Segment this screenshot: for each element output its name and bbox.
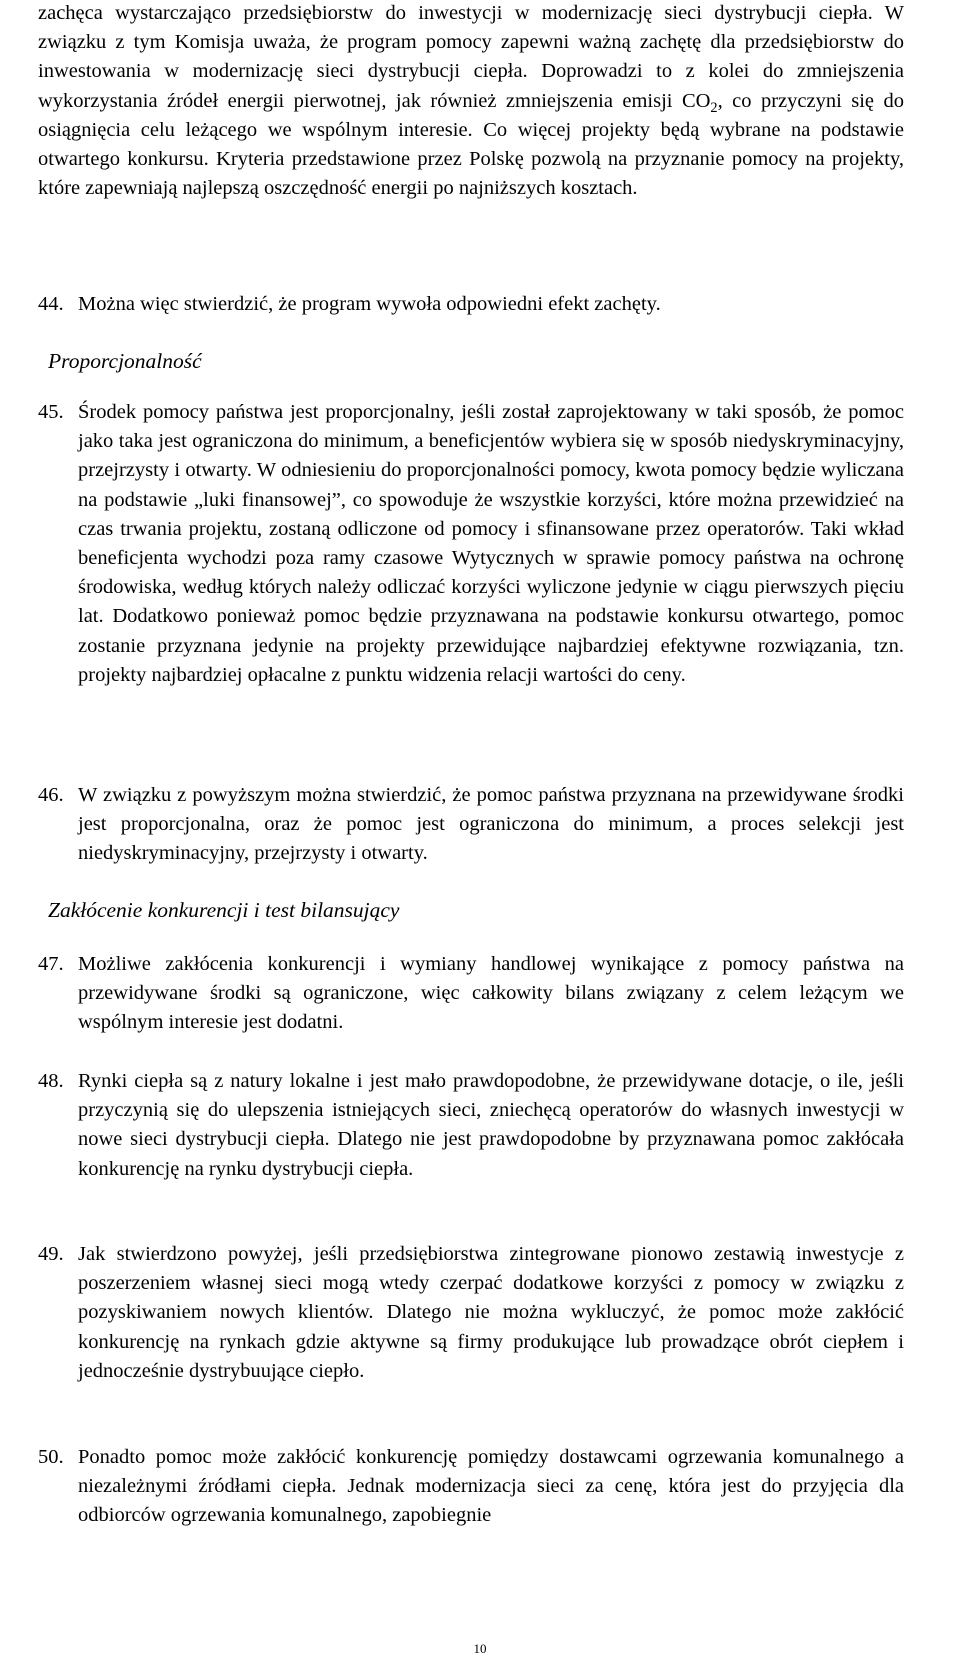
paragraph-text: Jak stwierdzono powyżej, jeśli przedsiębiorstwa zintegrowane pionowo zestawią inwestycje z poszerzeniem własnej sieci mogą wtedy czerpać dodatkowe korzyści z pomocy w związku z pozyskiwaniem nowych klientów. Dlatego nie można wykluczyć, że pomoc może zakłócić konkurencję na rynkach gdzie aktywne są firmy produkujące lub prowadzące obrót ciepłem i jednocześnie dystrybuujące ciepło. [78, 1243, 904, 1382]
paragraph-number: 49. [38, 1243, 64, 1265]
paragraph-50 [38, 1443, 904, 1531]
paragraph-45 [38, 398, 904, 690]
paragraph-text: Można więc stwierdzić, że program wywoła odpowiedni efekt zachęty. [78, 293, 661, 315]
paragraph-text: Rynki ciepła są z natury lokalne i jest mało prawdopodobne, że przewidywane dotacje, o ile, jeśli przyczynią się do ulepszenia istniejących sieci, zniechęcą operatorów do własnych inwestycji w nowe sieci dystrybucji ciepła. Dlatego nie jest prawdopodobne by przyznawana pomoc zakłócała konkurencję na rynku dystrybucji ciepła. [78, 1070, 904, 1180]
paragraph-46 [38, 781, 904, 869]
paragraph-number: 48. [38, 1070, 64, 1092]
paragraph-text: Możliwe zakłócenia konkurencji i wymiany handlowej wynikające z pomocy państwa na przewidywane środki są ograniczone, więc całkowity bilans związany z celem leżącym we wspólnym interesie jest dodatni. [78, 953, 904, 1034]
paragraph-44 [38, 290, 904, 319]
paragraph-48 [38, 1067, 904, 1184]
paragraph-text: Ponadto pomoc może zakłócić konkurencję pomiędzy dostawcami ogrzewania komunalnego a niezależnymi źródłami ciepła. Jednak modernizacja sieci za cenę, która jest do przyjęcia dla odbiorców ogrzewania komunalnego, zapobiegnie [78, 1446, 904, 1527]
co2-subscript: 2 [710, 99, 718, 116]
paragraph-49 [38, 1240, 904, 1386]
paragraph-number: 44. [38, 293, 64, 315]
paragraph-number: 46. [38, 784, 64, 806]
paragraph-number: 47. [38, 953, 64, 975]
page-number: 10 [473, 1641, 487, 1656]
paragraph-number: 50. [38, 1446, 64, 1468]
paragraph-text: Środek pomocy państwa jest proporcjonalny, jeśli został zaprojektowany w taki sposób, że pomoc jako taka jest ograniczona do minimum, a beneficjentów wybiera się w sposób niedyskryminacyjny, przejrzysty i otwarty. W odniesieniu do proporcjonalności pomocy, kwota pomocy będzie wyliczana na podstawie „luki finansowej”, co spowoduje że wszystkie korzyści, które można przewidzieć na czas trwania projektu, zostaną odliczone od pomocy i sfinansowane przez operatorów. Taki wkład beneficjenta wychodzi poza ramy czasowe Wytycznych w sprawie pomocy państwa na ochronę środowiska, według których należy odliczać korzyści wyliczone jedynie w ciągu pierwszych pięciu lat. Dodatkowo ponieważ pomoc będzie przyznawana na podstawie konkursu otwartego, pomoc zostanie przyznana jedynie na projekty przewidujące najbardziej efektywne rozwiązania, tzn. projekty najbardziej opłacalne z punktu widzenia relacji wartości do ceny. [78, 401, 904, 686]
cont-text-a: zachęca wystarczająco przedsiębiorstw do inwestycji w modernizację sieci dystrybucji ciepła. W związku z tym Komisja uważa, że program pomocy zapewni ważną zachętę dla przedsiębiorstw do inwestowania w modernizację sieci dystrybucji ciepła. Doprowadzi to z kolei do zmniejszenia wykorzystania źródeł energii pierwotnej, jak również zmniejszenia emisji CO [38, 2, 904, 112]
cont-text-b: , co przyczyni się do osiągnięcia celu leżącego we wspólnym interesie. Co więcej projekty będą wybrane na podstawie otwartego konkursu. Kryteria przedstawione przez Polskę pozwolą na przyznanie pomocy na projekty, które zapewniają najlepszą oszczędność energii po najniższych kosztach. [38, 89, 904, 200]
section-heading-proportionality: Proporcjonalność [48, 349, 202, 373]
section-heading-competition: Zakłócenie konkurencji i test bilansujący [48, 898, 400, 922]
paragraph-47 [38, 950, 904, 1038]
continuation-paragraph [38, 0, 904, 203]
paragraph-number: 45. [38, 401, 64, 423]
paragraph-text: W związku z powyższym można stwierdzić, że pomoc państwa przyznana na przewidywane środki jest proporcjonalna, oraz że pomoc jest ograniczona do minimum, a proces selekcji jest niedyskryminacyjny, przejrzysty i otwarty. [78, 784, 904, 865]
